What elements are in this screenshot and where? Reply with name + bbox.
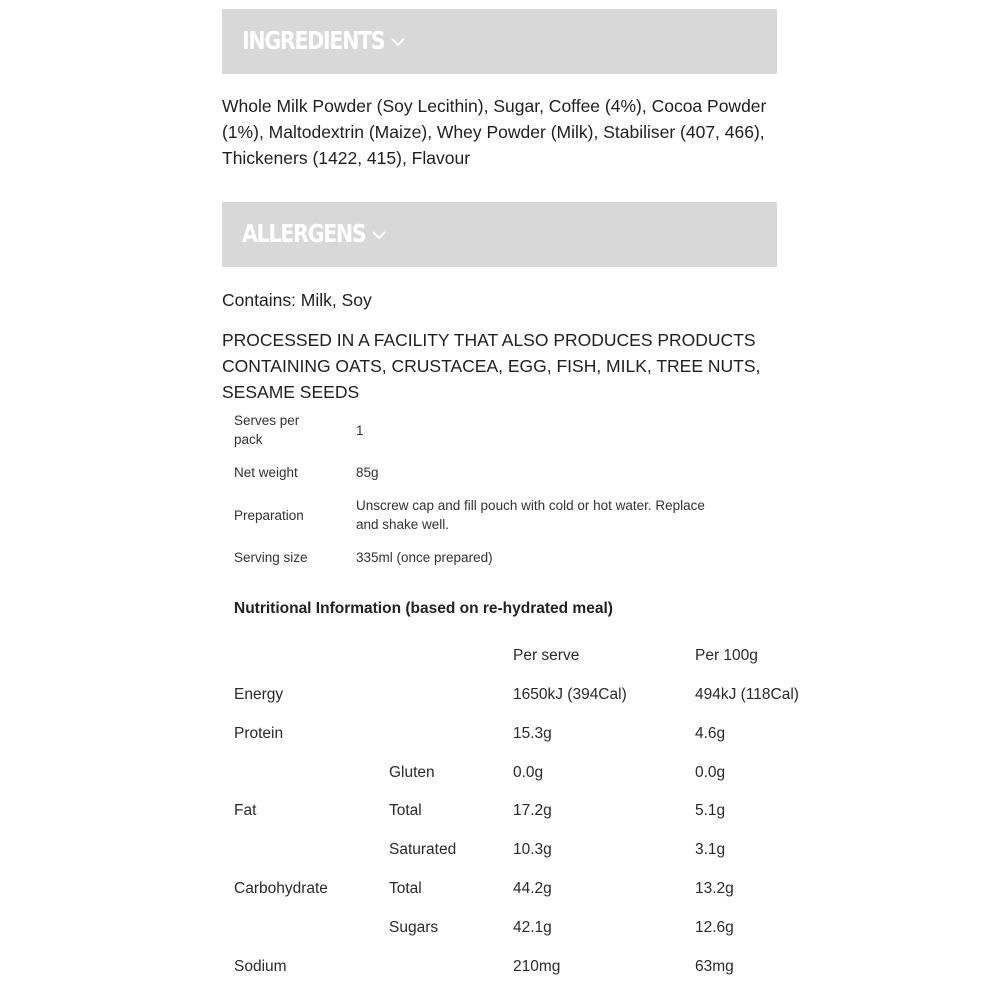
value-per-serve: 15.3g [513,724,552,742]
allergens-title: ALLERGENS [242,219,366,248]
nutrient-subtype: Saturated [389,841,457,859]
value-per-100g: 494kJ (118Cal) [695,686,799,703]
nutrient-name: Sodium [234,957,287,975]
allergens-contains: Contains: Milk, Soy [222,290,372,310]
info-label [234,411,344,449]
nutrient-name: Energy [234,686,284,703]
nutrient-subtype: Total [389,880,422,897]
ingredients-line: Whole Milk Powder (Soy Lecithin), Sugar, Coffee (4%), Cocoa Powder [222,96,767,116]
info-value-line: Unscrew cap and fill pouch with cold or hot water. Replace [356,498,705,513]
nutrient-subtype: Sugars [389,918,439,936]
chevron-down-icon [371,228,387,242]
nutrient-name: Carbohydrate [234,880,328,897]
value-per-100g: 63mg [695,957,734,975]
info-label-line: Serves per [234,413,300,428]
facility-line: CONTAINING OATS, CRUSTACEA, EGG, FISH, MILK, TREE NUTS, [222,356,761,376]
value-per-serve: 10.3g [513,841,552,859]
value-per-serve: 17.2g [513,802,552,820]
info-value: 1 [356,423,364,438]
value-per-100g: 13.2g [695,880,734,897]
value-per-serve: 210mg [513,957,561,975]
info-label-line: pack [234,432,263,447]
value-per-100g: 4.6g [695,724,726,742]
info-label: Net weight [234,465,298,480]
value-per-100g: 12.6g [695,918,734,936]
nutrition-heading: Nutritional Information (based on re-hydrated meal) [234,600,613,617]
facility-line: PROCESSED IN A FACILITY THAT ALSO PRODUCES PRODUCTS [222,330,756,350]
ingredients-line: (1%), Maltodextrin (Maize), Whey Powder (Milk), Stabiliser (407, 466), [222,122,765,142]
allergens-facility-notice [222,327,760,405]
ingredients-title: INGREDIENTS [242,26,385,55]
ingredients-text [222,93,766,171]
value-per-serve: 1650kJ (394Cal) [513,686,627,703]
ingredients-line: Thickeners (1422, 415), Flavour [222,148,471,168]
value-per-100g: 3.1g [695,841,726,859]
info-value-line: and shake well. [356,517,450,532]
info-label: Serving size [234,550,308,565]
info-label: Preparation [234,508,304,523]
nutrient-name: Fat [234,802,257,820]
value-per-serve: 0.0g [513,763,544,781]
nutrient-name: Protein [234,724,284,742]
value-per-serve: 44.2g [513,880,552,897]
info-value: 85g [356,465,379,480]
chevron-down-icon [390,35,406,49]
info-value: 335ml (once prepared) [356,550,493,565]
value-per-100g: 5.1g [695,802,726,820]
ingredients-accordion-header[interactable] [222,9,777,74]
value-per-serve: 42.1g [513,918,552,936]
column-header-per-serve: Per serve [513,647,580,664]
value-per-100g: 0.0g [695,763,726,781]
nutrient-subtype: Total [389,802,422,820]
info-value [356,496,736,534]
allergens-accordion-header[interactable] [222,202,777,267]
nutrient-subtype: Gluten [389,763,435,781]
facility-line: SESAME SEEDS [222,382,360,402]
column-header-per-100g: Per 100g [695,647,758,664]
